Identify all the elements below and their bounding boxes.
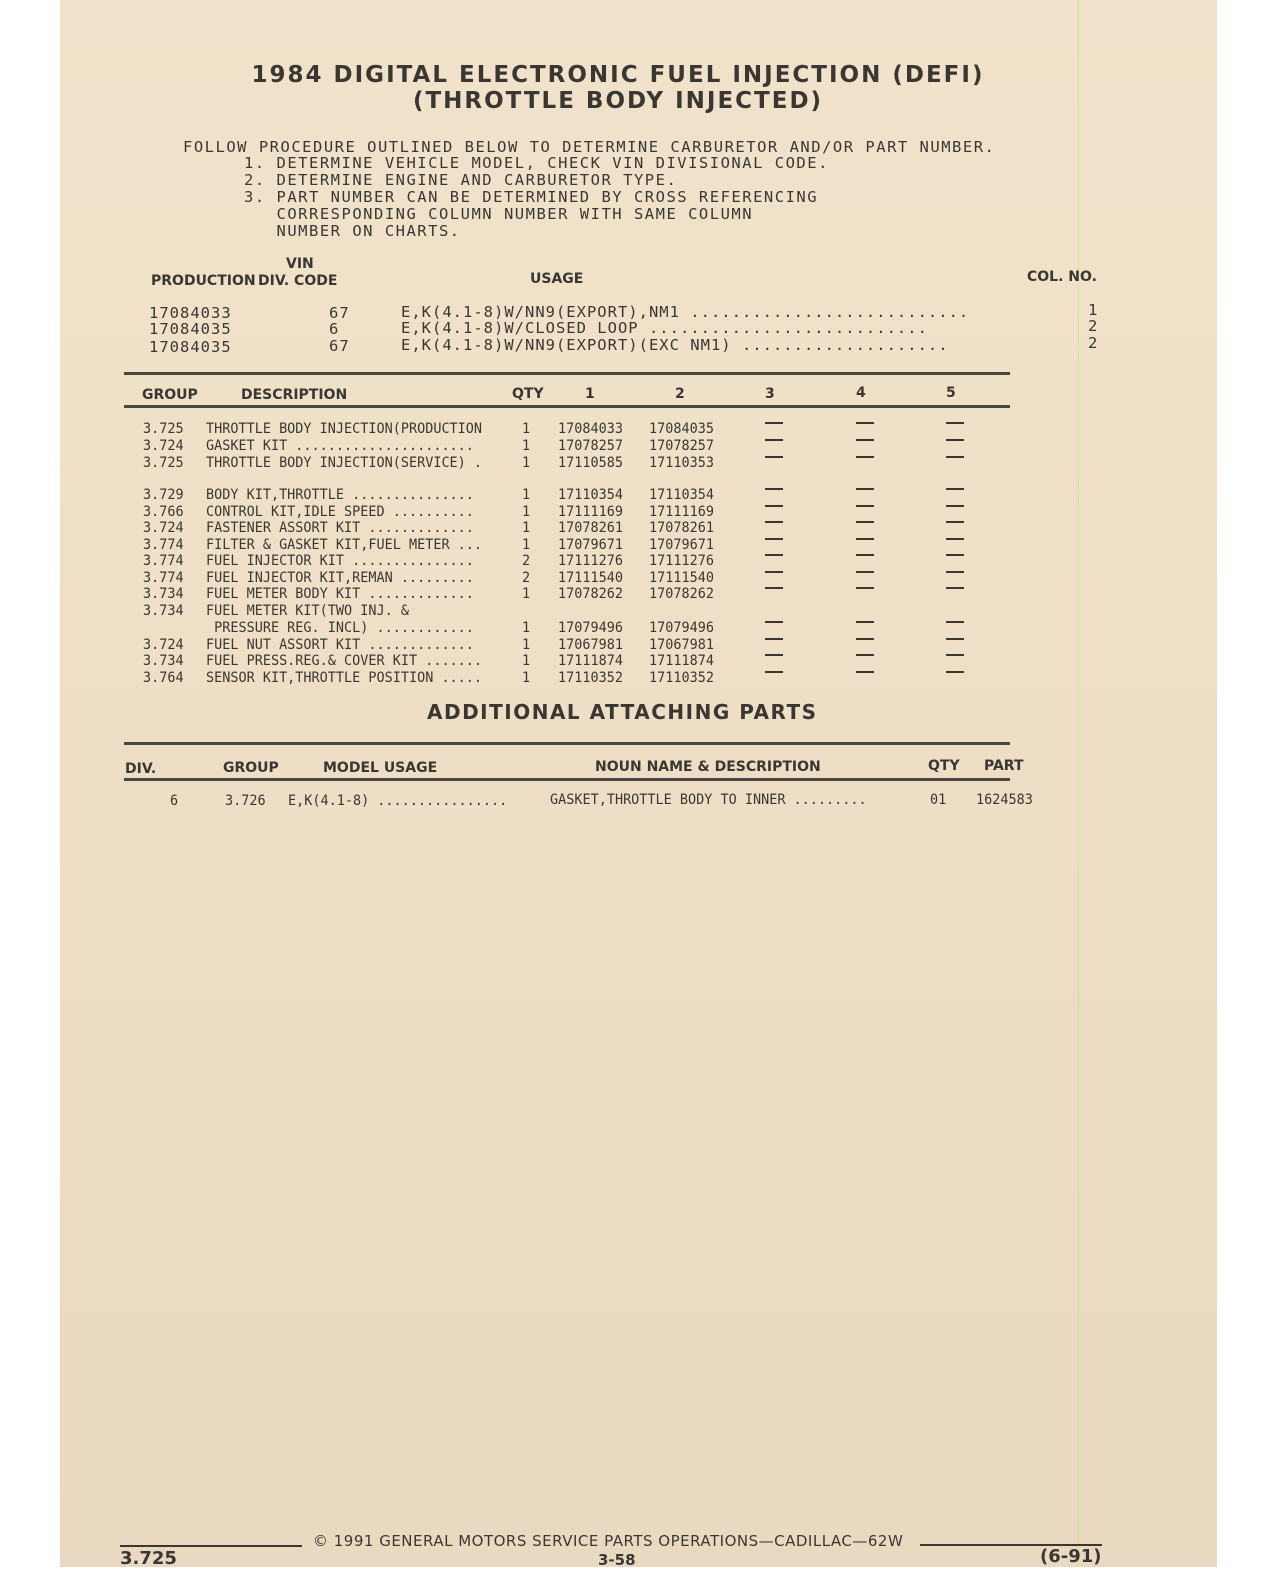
group-value: 3.774	[143, 570, 184, 586]
noun-value: GASKET,THROTTLE BODY TO INNER .........	[550, 792, 867, 808]
qty-value: 1	[522, 620, 531, 636]
instruction-step: CORRESPONDING COLUMN NUMBER WITH SAME COLUMN	[244, 205, 754, 223]
description-value: GASKET KIT ......................	[206, 438, 474, 454]
empty-col-5-dash	[946, 554, 964, 556]
additional-title: ADDITIONAL ATTACHING PARTS	[427, 700, 818, 724]
header-col-3: 3	[765, 386, 775, 402]
empty-col-4-dash	[856, 671, 874, 673]
empty-col-4-dash	[856, 554, 874, 556]
header-div-code: DIV. CODE	[258, 273, 338, 289]
empty-col-4-dash	[856, 488, 874, 490]
empty-col-5-dash	[946, 439, 964, 441]
part-col-1: 17078262	[558, 586, 623, 602]
empty-col-5-dash	[946, 538, 964, 540]
qty-value: 1	[522, 653, 531, 669]
empty-col-3-dash	[765, 654, 783, 656]
header-usage: USAGE	[530, 271, 584, 287]
empty-col-4-dash	[856, 571, 874, 573]
empty-col-4-dash	[856, 587, 874, 589]
empty-col-3-dash	[765, 439, 783, 441]
qty-value: 1	[522, 421, 531, 437]
header-group: GROUP	[142, 387, 198, 403]
footer-section: 3.725	[120, 1548, 177, 1569]
qty-value: 2	[522, 553, 531, 569]
header-col-5: 5	[946, 385, 956, 401]
empty-col-3-dash	[765, 554, 783, 556]
usage: E,K(4.1-8)W/NN9(EXPORT)(EXC NM1) ....................	[401, 336, 949, 354]
part-col-2: 17110354	[649, 487, 714, 503]
part-col-1: 17110354	[558, 487, 623, 503]
qty-value: 2	[522, 570, 531, 586]
instruction-step: 1. DETERMINE VEHICLE MODEL, CHECK VIN DIVISIONAL CODE.	[244, 154, 829, 172]
part-col-1: 17084033	[558, 421, 623, 437]
group-value: 3.724	[143, 520, 184, 536]
empty-col-3-dash	[765, 621, 783, 623]
description-value: FILTER & GASKET KIT,FUEL METER ...	[206, 537, 483, 553]
group-value: 3.734	[143, 603, 184, 619]
part-col-2: 17111874	[649, 653, 714, 669]
empty-col-3-dash	[765, 456, 783, 458]
description-value: PRESSURE REG. INCL) ............	[206, 620, 474, 636]
group-value: 3.774	[143, 537, 184, 553]
empty-col-3-dash	[765, 587, 783, 589]
empty-col-3-dash	[765, 538, 783, 540]
description-value: FUEL NUT ASSORT KIT .............	[206, 637, 474, 653]
empty-col-5-dash	[946, 621, 964, 623]
header-qty: QTY	[512, 386, 544, 402]
empty-col-5-dash	[946, 521, 964, 523]
footer-page-number: 3-58	[598, 1551, 636, 1569]
col-no: 1	[1088, 301, 1099, 319]
empty-col-5-dash	[946, 587, 964, 589]
part-col-1: 17111874	[558, 653, 623, 669]
description-value: SENSOR KIT,THROTTLE POSITION .....	[206, 670, 483, 686]
part-col-2: 17079671	[649, 537, 714, 553]
empty-col-4-dash	[856, 505, 874, 507]
description-value: THROTTLE BODY INJECTION(PRODUCTION	[206, 421, 483, 437]
margin-line	[1078, 0, 1079, 1567]
description-value: FUEL METER KIT(TWO INJ. &	[206, 603, 409, 619]
header-description: DESCRIPTION	[241, 387, 348, 403]
table-rule	[124, 742, 1010, 745]
qty-value: 1	[522, 438, 531, 454]
div-code: 6	[329, 320, 340, 338]
qty-value: 1	[522, 537, 531, 553]
instruction-step: 3. PART NUMBER CAN BE DETERMINED BY CROSS REFERENCING	[244, 188, 819, 206]
part-col-1: 17079671	[558, 537, 623, 553]
group-value: 3.734	[143, 586, 184, 602]
header-production: PRODUCTION	[151, 273, 256, 289]
part-col-1: 17067981	[558, 637, 623, 653]
production-number: 17084035	[149, 338, 232, 356]
group-value: 3.724	[143, 438, 184, 454]
empty-col-3-dash	[765, 422, 783, 424]
usage: E,K(4.1-8)W/CLOSED LOOP ...........................	[401, 319, 928, 337]
empty-col-4-dash	[856, 422, 874, 424]
qty-value: 1	[522, 520, 531, 536]
header-group: GROUP	[223, 760, 279, 776]
empty-col-3-dash	[765, 488, 783, 490]
part-col-1: 17111540	[558, 570, 623, 586]
part-col-1: 17078257	[558, 438, 623, 454]
part-col-2: 17111276	[649, 553, 714, 569]
empty-col-4-dash	[856, 521, 874, 523]
usage: E,K(4.1-8)W/NN9(EXPORT),NM1 ...........................	[401, 303, 970, 321]
header-part: PART	[984, 758, 1024, 774]
group-value: 3.734	[143, 653, 184, 669]
part-col-1: 17110352	[558, 670, 623, 686]
part-col-2: 17110352	[649, 670, 714, 686]
part-col-2: 17079496	[649, 620, 714, 636]
qty-value: 1	[522, 670, 531, 686]
qty-value: 1	[522, 455, 531, 471]
empty-col-5-dash	[946, 422, 964, 424]
empty-col-4-dash	[856, 638, 874, 640]
header-noun-name: NOUN NAME & DESCRIPTION	[595, 759, 821, 775]
header-qty: QTY	[928, 758, 960, 774]
qty-value: 1	[522, 637, 531, 653]
div-value: 6	[170, 793, 179, 809]
footer-copyright: © 1991 GENERAL MOTORS SERVICE PARTS OPERATIONS—CADILLAC—62W	[313, 1532, 904, 1550]
empty-col-5-dash	[946, 571, 964, 573]
description-value: CONTROL KIT,IDLE SPEED ..........	[206, 504, 474, 520]
description-value: FUEL INJECTOR KIT ...............	[206, 553, 474, 569]
qty-value: 1	[522, 504, 531, 520]
group-value: 3.766	[143, 504, 184, 520]
description-value: FASTENER ASSORT KIT .............	[206, 520, 474, 536]
group-value: 3.725	[143, 455, 184, 471]
description-value: FUEL INJECTOR KIT,REMAN .........	[206, 570, 474, 586]
header-col-4: 4	[856, 385, 866, 401]
header-model-usage: MODEL USAGE	[323, 760, 438, 776]
part-col-2: 17111540	[649, 570, 714, 586]
instructions-intro: FOLLOW PROCEDURE OUTLINED BELOW TO DETERMINE CARBURETOR AND/OR PART NUMBER.	[183, 138, 996, 156]
col-no: 2	[1088, 317, 1099, 335]
part-value: 1624583	[976, 792, 1033, 808]
qty-value: 01	[930, 792, 947, 808]
part-col-2: 17067981	[649, 637, 714, 653]
part-col-2: 17078261	[649, 520, 714, 536]
empty-col-4-dash	[856, 456, 874, 458]
div-code: 67	[329, 304, 350, 322]
group-value: 3.764	[143, 670, 184, 686]
empty-col-4-dash	[856, 621, 874, 623]
empty-col-5-dash	[946, 654, 964, 656]
part-col-1: 17111169	[558, 504, 623, 520]
qty-value: 1	[522, 586, 531, 602]
empty-col-5-dash	[946, 456, 964, 458]
group-value: 3.724	[143, 637, 184, 653]
qty-value: 1	[522, 487, 531, 503]
group-value: 3.774	[143, 553, 184, 569]
table-rule	[124, 405, 1010, 408]
header-col-1: 1	[585, 386, 595, 402]
header-col-no: COL. NO.	[1027, 269, 1097, 285]
empty-col-3-dash	[765, 505, 783, 507]
empty-col-3-dash	[765, 521, 783, 523]
part-col-1: 17110585	[558, 455, 623, 471]
part-col-2: 17084035	[649, 421, 714, 437]
empty-col-4-dash	[856, 538, 874, 540]
footer-date: (6-91)	[1040, 1546, 1102, 1567]
footer-rule	[120, 1545, 302, 1547]
group-value: 3.729	[143, 487, 184, 503]
empty-col-3-dash	[765, 671, 783, 673]
paper-sheet	[60, 0, 1217, 1567]
description-value: FUEL METER BODY KIT .............	[206, 586, 474, 602]
instruction-step: NUMBER ON CHARTS.	[244, 222, 461, 240]
production-number: 17084033	[149, 304, 232, 322]
production-number: 17084035	[149, 320, 232, 338]
part-col-1: 17079496	[558, 620, 623, 636]
page-title: 1984 DIGITAL ELECTRONIC FUEL INJECTION (DEFI)	[251, 62, 985, 88]
description-value: FUEL PRESS.REG.& COVER KIT .......	[206, 653, 483, 669]
group-value: 3.726	[225, 793, 266, 809]
empty-col-5-dash	[946, 505, 964, 507]
part-col-1: 17078261	[558, 520, 623, 536]
part-col-2: 17110353	[649, 455, 714, 471]
empty-col-3-dash	[765, 638, 783, 640]
model-usage-value: E,K(4.1-8) ................	[288, 793, 508, 809]
header-col-2: 2	[675, 386, 685, 402]
empty-col-4-dash	[856, 439, 874, 441]
empty-col-3-dash	[765, 571, 783, 573]
description-value: BODY KIT,THROTTLE ...............	[206, 487, 474, 503]
part-col-2: 17078257	[649, 438, 714, 454]
empty-col-5-dash	[946, 638, 964, 640]
empty-col-4-dash	[856, 654, 874, 656]
instruction-step: 2. DETERMINE ENGINE AND CARBURETOR TYPE.	[244, 171, 678, 189]
part-col-2: 17078262	[649, 586, 714, 602]
page-subtitle: (THROTTLE BODY INJECTED)	[412, 88, 824, 114]
table-rule	[124, 372, 1010, 375]
col-no: 2	[1088, 334, 1099, 352]
part-col-1: 17111276	[558, 553, 623, 569]
table-rule	[124, 778, 1010, 781]
header-vin: VIN	[286, 256, 314, 272]
description-value: THROTTLE BODY INJECTION(SERVICE) .	[206, 455, 483, 471]
header-div: DIV.	[125, 761, 157, 777]
part-col-2: 17111169	[649, 504, 714, 520]
empty-col-5-dash	[946, 671, 964, 673]
empty-col-5-dash	[946, 488, 964, 490]
div-code: 67	[329, 337, 350, 355]
group-value: 3.725	[143, 421, 184, 437]
